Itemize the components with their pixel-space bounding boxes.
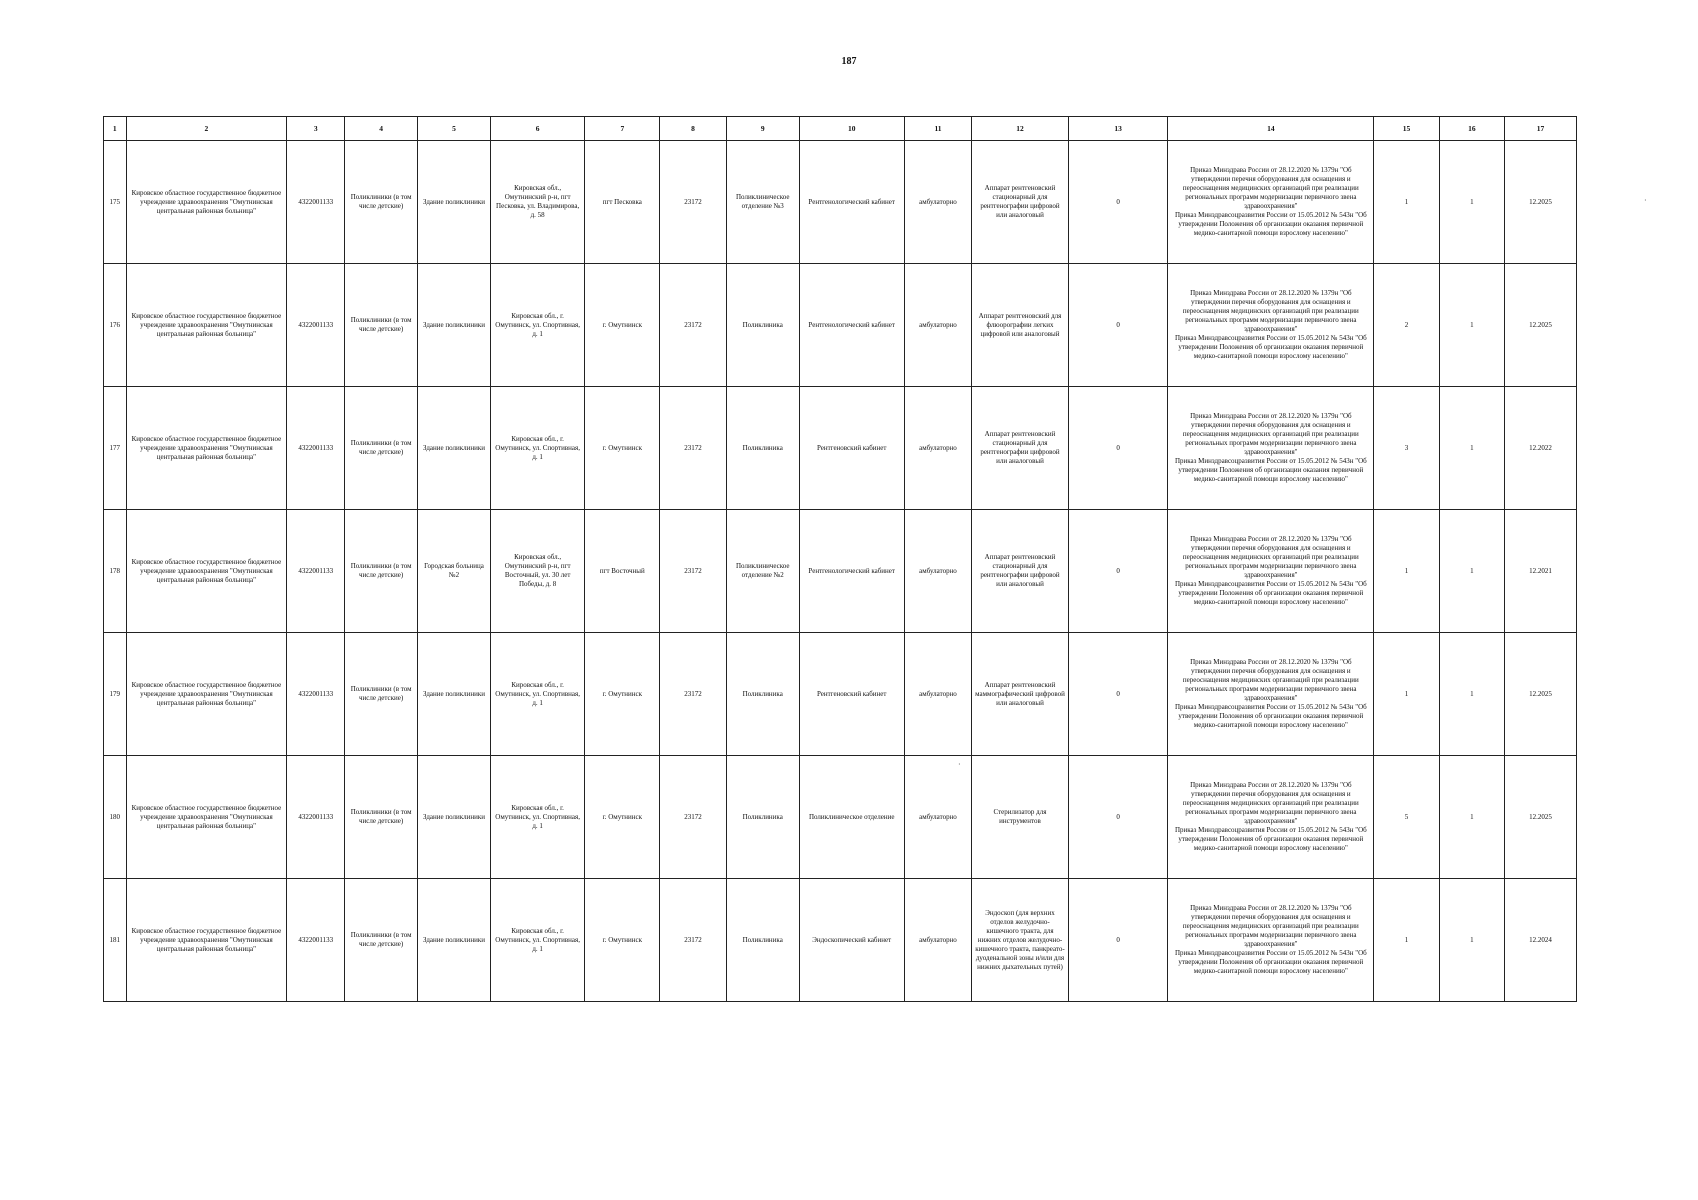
scan-mark: · [1644,196,1647,205]
table-cell-c17: 12.2025 [1505,633,1577,756]
table-cell-c4: Поликлиники (в том числе детские) [345,633,418,756]
table-cell-c3: 4322001133 [287,510,345,633]
table-cell-c5: Здание поликлиники [418,264,491,387]
legal-basis-text: Приказ Минздрава России от 28.12.2020 № 1379н "Об утверждении перечня оборудования для оснащения и переоснащения медицинских организаций при реализации региональных программ модернизации первичного звена здравоохранения" [1182,289,1359,333]
col-header: 9 [726,117,799,141]
table-cell-c6: Кировская обл., г. Омутнинск, ул. Спортивная, д. 1 [490,756,584,879]
table-cell-c13: 0 [1068,879,1168,1002]
table-cell-c9: Поликлиника [726,756,799,879]
table-cell-c10: Рентгеновский кабинет [799,633,904,756]
col-header: 1 [104,117,127,141]
table-cell-c1: 180 [104,756,127,879]
table-cell-c11: амбулаторно [904,879,972,1002]
table-cell-c2: Кировское областное государственное бюджетное учреждение здравоохранения "Омутнинская центральная районная больница" [126,510,287,633]
table-cell-c4: Поликлиники (в том числе детские) [345,756,418,879]
table-cell-c13: 0 [1068,141,1168,264]
table-cell-c15: 1 [1374,510,1439,633]
table-cell-c1: 176 [104,264,127,387]
table-cell-c11: амбулаторно [904,387,972,510]
table-cell-c10: Рентгенологический кабинет [799,141,904,264]
table-cell-c1: 178 [104,510,127,633]
legal-basis-text: Приказ Минздрава России от 28.12.2020 № 1379н "Об утверждении перечня оборудования для оснащения и переоснащения медицинских организаций при реализации региональных программ модернизации первичного звена здравоохранения" [1182,781,1359,825]
table-cell-c9: Поликлиника [726,879,799,1002]
table-cell-c12: Аппарат рентгеновский маммографический цифровой или аналоговый [972,633,1068,756]
col-header: 11 [904,117,972,141]
col-header: 3 [287,117,345,141]
table-cell-c10: Рентгенологический кабинет [799,264,904,387]
table-cell-c16: 1 [1439,879,1504,1002]
table-cell-c4: Поликлиники (в том числе детские) [345,387,418,510]
cell-legal-basis [1168,141,1374,264]
table-cell-c13: 0 [1068,756,1168,879]
table-cell-c8: 23172 [660,633,726,756]
table-cell-c13: 0 [1068,387,1168,510]
table-row [104,879,1577,1002]
table-cell-c8: 23172 [660,879,726,1002]
table-cell-c7: пгт Восточный [585,510,660,633]
table-cell-c1: 179 [104,633,127,756]
table-cell-c6: Кировская обл., Омутнинский р-н, пгт Восточный, ул. 30 лет Победы, д. 8 [490,510,584,633]
table-cell-c11: амбулаторно [904,756,972,879]
table-cell-c2: Кировское областное государственное бюджетное учреждение здравоохранения "Омутнинская центральная районная больница" [126,264,287,387]
table-cell-c1: 177 [104,387,127,510]
table-cell-c16: 1 [1439,264,1504,387]
table-cell-c7: г. Омутнинск [585,264,660,387]
table-cell-c5: Здание поликлиники [418,141,491,264]
table-cell-c9: Поликлиника [726,264,799,387]
table-cell-c3: 4322001133 [287,633,345,756]
col-header: 8 [660,117,726,141]
table-cell-c3: 4322001133 [287,141,345,264]
table-cell-c12: Стерилизатор для инструментов [972,756,1068,879]
table-cell-c16: 1 [1439,756,1504,879]
table-cell-c4: Поликлиники (в том числе детские) [345,264,418,387]
table-cell-c8: 23172 [660,264,726,387]
table-cell-c3: 4322001133 [287,387,345,510]
col-header: 10 [799,117,904,141]
table-cell-c15: 5 [1374,756,1439,879]
table-cell-c13: 0 [1068,510,1168,633]
col-header: 6 [490,117,584,141]
legal-basis-text: Приказ Минздрава России от 28.12.2020 № 1379н "Об утверждении перечня оборудования для оснащения и переоснащения медицинских организаций при реализации региональных программ модернизации первичного звена здравоохранения" [1182,166,1359,210]
table-cell-c6: Кировская обл., г. Омутнинск, ул. Спортивная, д. 1 [490,387,584,510]
header-row [104,117,1577,141]
table-cell-c5: Здание поликлиники [418,756,491,879]
table-cell-c17: 12.2025 [1505,264,1577,387]
legal-basis-text: Приказ Минздравсоцразвития России от 15.05.2012 № 543н "Об утверждении Положения об организации оказания первичной медико-санитарной помощи взрослому населению" [1174,211,1367,237]
cell-legal-basis [1168,264,1374,387]
table-cell-c15: 1 [1374,141,1439,264]
table-cell-c10: Эндоскопический кабинет [799,879,904,1002]
legal-basis-text: Приказ Минздравсоцразвития России от 15.05.2012 № 543н "Об утверждении Положения об организации оказания первичной медико-санитарной помощи взрослому населению" [1174,334,1367,360]
table-row [104,387,1577,510]
col-header: 14 [1168,117,1374,141]
table-cell-c9: Поликлиника [726,633,799,756]
table-cell-c11: амбулаторно [904,141,972,264]
table-cell-c16: 1 [1439,633,1504,756]
table-cell-c15: 1 [1374,879,1439,1002]
col-header: 13 [1068,117,1168,141]
table-cell-c13: 0 [1068,264,1168,387]
table-cell-c12: Аппарат рентгеновский стационарный для рентгенографии цифровой или аналоговый [972,387,1068,510]
col-header: 16 [1439,117,1504,141]
table-cell-c12: Эндоскоп (для верхних отделов желудочно-кишечного тракта, для нижних отделов желудочно-кишечного тракта, панкреато-дуоденальной зоны и/или для нижних дыхательных путей) [972,879,1068,1002]
legal-basis-text: Приказ Минздравсоцразвития России от 15.05.2012 № 543н "Об утверждении Положения об организации оказания первичной медико-санитарной помощи взрослому населению" [1174,826,1367,852]
table-cell-c16: 1 [1439,141,1504,264]
table-row [104,756,1577,879]
table-cell-c2: Кировское областное государственное бюджетное учреждение здравоохранения "Омутнинская центральная районная больница" [126,879,287,1002]
legal-basis-text: Приказ Минздрава России от 28.12.2020 № 1379н "Об утверждении перечня оборудования для оснащения и переоснащения медицинских организаций при реализации региональных программ модернизации первичного звена здравоохранения" [1182,904,1359,948]
table-row [104,510,1577,633]
table-row [104,264,1577,387]
table-cell-c12: Аппарат рентгеновский стационарный для рентгенографии цифровой или аналоговый [972,141,1068,264]
table-cell-c8: 23172 [660,756,726,879]
cell-legal-basis [1168,633,1374,756]
table-cell-c5: Здание поликлиники [418,879,491,1002]
table-cell-c5: Здание поликлиники [418,633,491,756]
table-cell-c1: 175 [104,141,127,264]
table-row [104,141,1577,264]
table-cell-c15: 2 [1374,264,1439,387]
col-header: 4 [345,117,418,141]
table-cell-c8: 23172 [660,387,726,510]
cell-legal-basis [1168,510,1374,633]
table-cell-c17: 12.2025 [1505,141,1577,264]
table-cell-c2: Кировское областное государственное бюджетное учреждение здравоохранения "Омутнинская центральная районная больница" [126,141,287,264]
table-cell-c7: г. Омутнинск [585,633,660,756]
table-cell-c12: Аппарат рентгеновский стационарный для рентгенографии цифровой или аналоговый [972,510,1068,633]
table-cell-c5: Здание поликлиники [418,387,491,510]
legal-basis-text: Приказ Минздравсоцразвития России от 15.05.2012 № 543н "Об утверждении Положения об организации оказания первичной медико-санитарной помощи взрослому населению" [1174,949,1367,975]
table-cell-c12: Аппарат рентгеновский для флюорографии легких цифровой или аналоговый [972,264,1068,387]
legal-basis-text: Приказ Минздравсоцразвития России от 15.05.2012 № 543н "Об утверждении Положения об организации оказания первичной медико-санитарной помощи взрослому населению" [1174,703,1367,729]
table-cell-c10: Поликлиническое отделение [799,756,904,879]
page-number: 187 [841,56,857,67]
table-cell-c16: 1 [1439,387,1504,510]
table-cell-c17: 12.2025 [1505,756,1577,879]
table-cell-c7: г. Омутнинск [585,879,660,1002]
table-cell-c8: 23172 [660,141,726,264]
table-cell-c4: Поликлиники (в том числе детские) [345,879,418,1002]
cell-legal-basis [1168,756,1374,879]
table-cell-c15: 1 [1374,633,1439,756]
legal-basis-text: Приказ Минздравсоцразвития России от 15.05.2012 № 543н "Об утверждении Положения об организации оказания первичной медико-санитарной помощи взрослому населению" [1174,457,1367,483]
table-cell-c7: г. Омутнинск [585,387,660,510]
legal-basis-text: Приказ Минздрава России от 28.12.2020 № 1379н "Об утверждении перечня оборудования для оснащения и переоснащения медицинских организаций при реализации региональных программ модернизации первичного звена здравоохранения" [1182,658,1359,702]
col-header: 2 [126,117,287,141]
table-cell-c11: амбулаторно [904,510,972,633]
col-header: 15 [1374,117,1439,141]
table-cell-c9: Поликлиника [726,387,799,510]
table-cell-c1: 181 [104,879,127,1002]
col-header: 12 [972,117,1068,141]
table-cell-c9: Поликлиническое отделение №2 [726,510,799,633]
legal-basis-text: Приказ Минздрава России от 28.12.2020 № 1379н "Об утверждении перечня оборудования для оснащения и переоснащения медицинских организаций при реализации региональных программ модернизации первичного звена здравоохранения" [1182,535,1359,579]
legal-basis-text: Приказ Минздравсоцразвития России от 15.05.2012 № 543н "Об утверждении Положения об организации оказания первичной медико-санитарной помощи взрослому населению" [1174,580,1367,606]
table-cell-c2: Кировское областное государственное бюджетное учреждение здравоохранения "Омутнинская центральная районная больница" [126,633,287,756]
table-cell-c13: 0 [1068,633,1168,756]
table-cell-c3: 4322001133 [287,756,345,879]
table-cell-c17: 12.2024 [1505,879,1577,1002]
table-cell-c2: Кировское областное государственное бюджетное учреждение здравоохранения "Омутнинская центральная районная больница" [126,756,287,879]
table-cell-c17: 12.2021 [1505,510,1577,633]
table-cell-c11: амбулаторно [904,633,972,756]
table-cell-c6: Кировская обл., Омутнинский р-н, пгт Песковка, ул. Владимирова, д. 58 [490,141,584,264]
col-header: 17 [1505,117,1577,141]
table-cell-c3: 4322001133 [287,264,345,387]
table-cell-c5: Городская больница №2 [418,510,491,633]
col-header: 5 [418,117,491,141]
legal-basis-text: Приказ Минздрава России от 28.12.2020 № 1379н "Об утверждении перечня оборудования для оснащения и переоснащения медицинских организаций при реализации региональных программ модернизации первичного звена здравоохранения" [1182,412,1359,456]
table-cell-c7: г. Омутнинск [585,756,660,879]
table-cell-c2: Кировское областное государственное бюджетное учреждение здравоохранения "Омутнинская центральная районная больница" [126,387,287,510]
table-cell-c11: амбулаторно [904,264,972,387]
table-cell-c6: Кировская обл., г. Омутнинск, ул. Спортивная, д. 1 [490,879,584,1002]
table-cell-c4: Поликлиники (в том числе детские) [345,141,418,264]
cell-legal-basis [1168,879,1374,1002]
table-cell-c10: Рентгенологический кабинет [799,510,904,633]
equipment-table [103,116,1577,1002]
col-header: 7 [585,117,660,141]
table-cell-c4: Поликлиники (в том числе детские) [345,510,418,633]
table-cell-c9: Поликлиническое отделение №3 [726,141,799,264]
table-cell-c6: Кировская обл., г. Омутнинск, ул. Спортивная, д. 1 [490,264,584,387]
table-cell-c15: 3 [1374,387,1439,510]
cell-legal-basis [1168,387,1374,510]
table-cell-c17: 12.2022 [1505,387,1577,510]
table-cell-c16: 1 [1439,510,1504,633]
table-cell-c8: 23172 [660,510,726,633]
table-cell-c3: 4322001133 [287,879,345,1002]
scan-mark: · [958,760,961,769]
table-row [104,633,1577,756]
table-cell-c6: Кировская обл., г. Омутнинск, ул. Спортивная, д. 1 [490,633,584,756]
table-cell-c10: Рентгеновский кабинет [799,387,904,510]
table-cell-c7: пгт Песковка [585,141,660,264]
